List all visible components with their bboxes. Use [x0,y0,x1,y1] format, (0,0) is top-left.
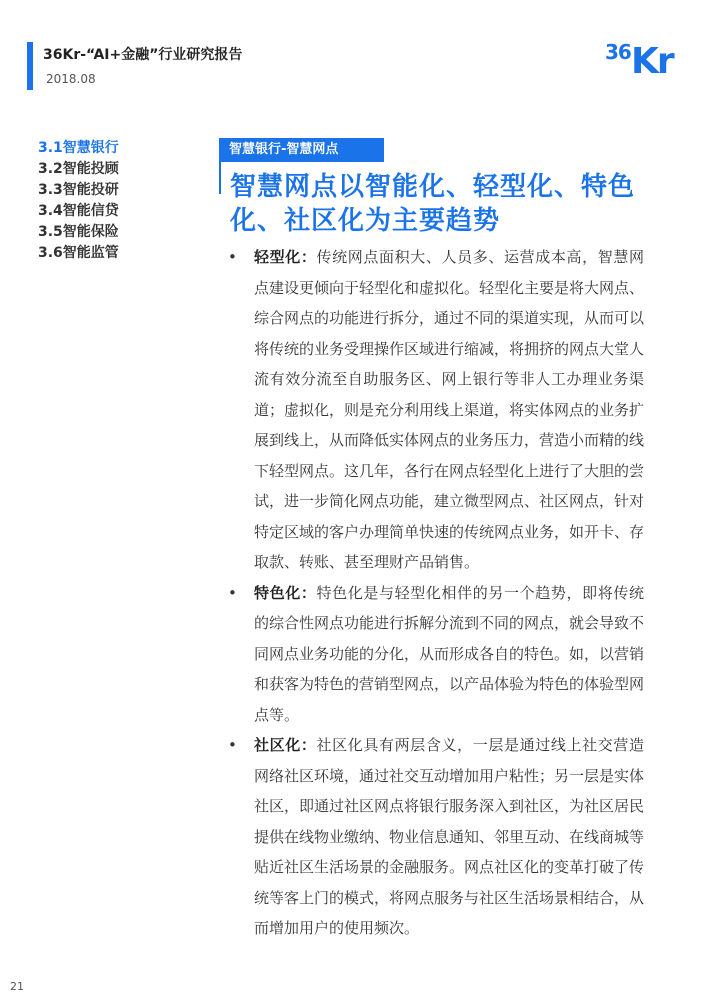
bullet-lead: 轻型化： [254,248,317,266]
toc-item-3-3[interactable]: 3.3智能投研 [38,182,119,198]
bullet-text: 传统网点面积大、人员多、运营成本高，智慧网点建设更倾向于轻型化和虚拟化。轻型化主要是将大网点、综合网点的功能进行拆分，通过不同的渠道实现，从而可以将传统的业务受理操作区域进行缩减，将拥挤的网点大堂人流有效分流至自助服务区、网上银行等非人工办理业务渠道；虚拟化，则是充分利用线上渠道，将实体网点的业务扩展到线上，从而降低实体网点的业务压力，营造小而精的线下轻型网点。这几年，各行在网点轻型化上进行了大胆的尝试，进一步简化网点功能，建立微型网点、社区网点，针对特定区域的客户办理简单快速的传统网点业务，如开卡、存取款、转账、甚至理财产品销售。 [254,248,645,571]
logo-letters: Kr [631,41,673,82]
bullet-dot-icon: • [228,736,237,754]
bullet-lead: 特色化： [254,583,317,602]
section-tag: 智慧银行-智慧网点 [221,138,384,162]
toc-item-3-6[interactable]: 3.6智能监管 [38,245,119,261]
bullet-item-lightweight [226,242,644,578]
bullet-lead: 社区化： [254,736,317,754]
36kr-logo [605,40,683,84]
bullet-dot-icon: • [228,583,237,602]
toc-item-3-1[interactable]: 3.1智慧银行 [38,140,119,156]
chapter-toc [38,138,119,264]
page-number: 21 [10,980,24,993]
toc-item-3-4[interactable]: 3.4智能信贷 [38,203,119,219]
logo-number: 36 [605,40,631,64]
report-title: 36Kr-“AI+金融”行业研究报告 [43,47,243,63]
bullet-dot-icon: • [228,248,237,266]
toc-item-3-2[interactable]: 3.2智能投顾 [38,161,119,177]
header-accent-bar [27,42,33,90]
bullet-item-community [226,730,644,944]
bullet-list [226,242,644,944]
section-headline: 智慧网点以智能化、轻型化、特色化、社区化为主要趋势 [230,172,636,236]
bullet-text: 社区化具有两层含义，一层是通过线上社交营造网络社区环境，通过社交互动增加用户粘性；另一层是实体社区，即通过社区网点将银行服务深入到社区，为社区居民提供在线物业缴纳、物业信息通知、邻里互动、在线商城等贴近社区生活场景的金融服务。网点社区化的变革打破了传统等客上门的模式，将网点服务与社区生活场景相结合，从而增加用户的使用频次。 [254,736,645,937]
bullet-item-specialized [226,578,644,731]
toc-item-3-5[interactable]: 3.5智能保险 [38,224,119,240]
bullet-text: 特色化是与轻型化相伴的另一个趋势，即将传统的综合性网点功能进行拆解分流到不同的网点，就会导致不同网点业务功能的分化，从而形成各自的特色。如，以营销和获客为特色的营销型网点，以产品体验为特色的体验型网点等。 [254,583,645,724]
report-date: 2018.08 [46,72,96,86]
